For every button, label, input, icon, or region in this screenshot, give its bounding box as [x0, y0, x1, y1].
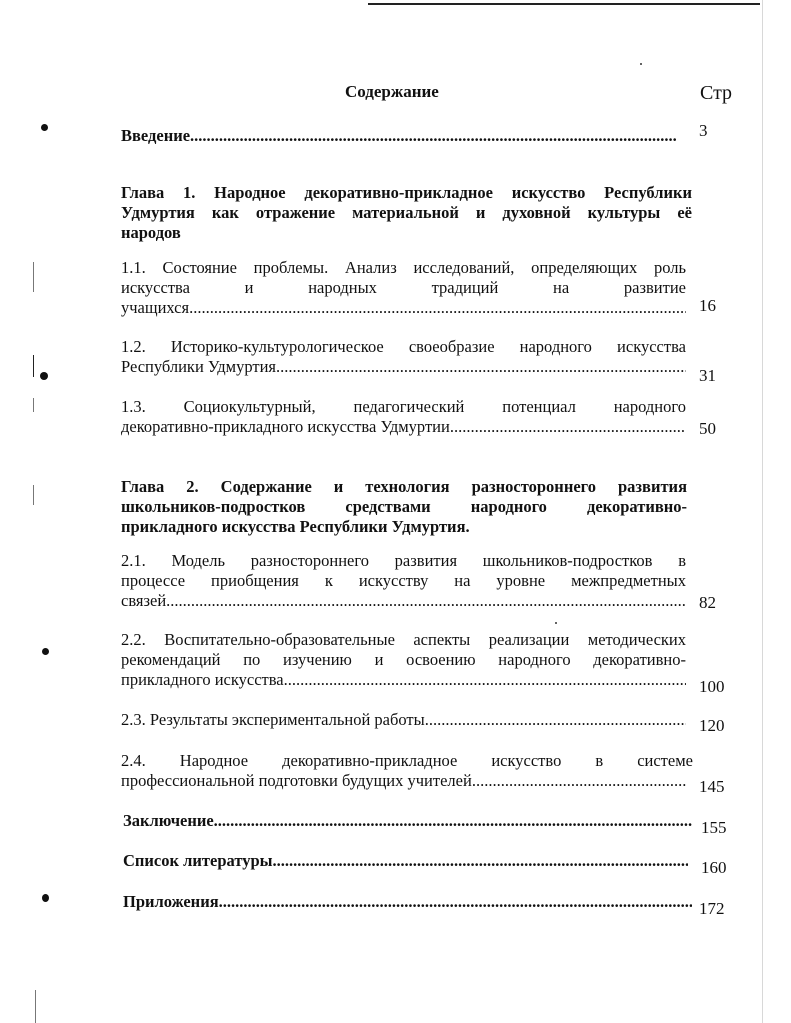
scan-hole-mark [41, 124, 48, 131]
dot-leader [219, 892, 692, 912]
scan-edge-mark [33, 355, 34, 377]
dot-leader [450, 417, 686, 437]
dot-leader [214, 811, 692, 831]
entry-label: Список литературы [123, 851, 273, 870]
scan-hole-mark [42, 648, 49, 655]
toc-entry-references [123, 851, 688, 871]
dot-leader [425, 710, 686, 730]
scan-speck [640, 63, 642, 65]
page-number: 3 [699, 121, 708, 140]
entry-label: Заключение [123, 811, 214, 830]
toc-entry-2-3 [121, 710, 686, 730]
page-number: 160 [701, 858, 727, 877]
dot-leader [284, 670, 686, 690]
entry-label: учащихся [121, 298, 190, 317]
entry-label: связей [121, 591, 167, 610]
toc-entry-1-3 [121, 397, 686, 437]
entry-label: Введение [121, 126, 191, 145]
scan-speck [555, 622, 557, 624]
heading-line: Глава 1. Народное декоративно-прикладное искусство Республики [121, 183, 692, 202]
entry-label: прикладного искусства [121, 670, 284, 689]
entry-line: 1.2. Историко-культурологическое своеобразие народного искусства [121, 337, 686, 356]
page-number: 100 [699, 677, 725, 696]
scan-edge-mark [35, 990, 36, 1023]
entry-line: процессе приобщения к искусству на уровне межпредметных [121, 571, 686, 590]
entry-line: 2.4. Народное декоративно-прикладное искусство в системе [121, 751, 693, 770]
entry-line: 1.1. Состояние проблемы. Анализ исследований, определяющих роль [121, 258, 686, 277]
toc-entry-2-1 [121, 551, 686, 611]
entry-line: 1.3. Социокультурный, педагогический потенциал народного [121, 397, 686, 416]
heading-line: Глава 2. Содержание и технология разностороннего развития [121, 477, 687, 496]
page-number: 82 [699, 593, 716, 612]
scan-edge-mark [33, 485, 34, 505]
entry-label: 2.3. Результаты экспериментальной работы [121, 710, 425, 729]
heading-line: прикладного искусства Республики Удмуртия. [121, 517, 470, 536]
page-column-header: Стр [700, 82, 733, 104]
entry-label: Республики Удмуртия [121, 357, 277, 376]
entry-label: профессиональной подготовки будущих учителей [121, 771, 472, 790]
toc-entry-2-2 [121, 630, 686, 690]
dot-leader [189, 298, 686, 318]
toc-entry-1-2 [121, 337, 686, 377]
chapter-2-heading [121, 477, 687, 537]
page-number: 31 [699, 366, 716, 385]
dot-leader [276, 357, 686, 377]
entry-line: рекомендаций по изучению и освоению народного декоративно- [121, 650, 686, 669]
heading-line: Удмуртия как отражение материальной и духовной культуры её [121, 203, 692, 222]
scan-edge-mark [33, 398, 34, 412]
scan-hole-mark [40, 372, 48, 380]
toc-title: Содержание [345, 82, 439, 101]
dot-leader [273, 851, 688, 871]
entry-line: 2.1. Модель разностороннего развития школьников-подростков в [121, 551, 686, 570]
scan-top-border [368, 3, 760, 5]
page-number: 172 [699, 899, 725, 918]
dot-leader [166, 591, 686, 611]
page-number: 145 [699, 777, 725, 796]
entry-line: 2.2. Воспитательно-образовательные аспекты реализации методических [121, 630, 686, 649]
page-number: 16 [699, 296, 716, 315]
entry-line: искусства и народных традиций на развитие [121, 278, 686, 297]
heading-line: народов [121, 223, 181, 242]
page-number: 50 [699, 419, 716, 438]
toc-entry-2-4 [121, 751, 693, 791]
scan-right-edge [762, 0, 763, 1023]
page-number: 155 [701, 818, 727, 837]
dot-leader [190, 126, 677, 146]
dot-leader [472, 771, 686, 791]
scan-hole-mark [42, 894, 49, 902]
chapter-1-heading [121, 183, 692, 243]
heading-line: школьников-подростков средствами народного декоративно- [121, 497, 687, 516]
scan-edge-mark [33, 262, 34, 292]
toc-entry-appendices [123, 892, 692, 912]
toc-entry-conclusion [123, 811, 692, 831]
toc-entry-1-1 [121, 258, 686, 318]
entry-label: Приложения [123, 892, 219, 911]
page-number: 120 [699, 716, 725, 735]
toc-entry-intro [121, 126, 677, 146]
entry-label: декоративно-прикладного искусства Удмуртии [121, 417, 450, 436]
